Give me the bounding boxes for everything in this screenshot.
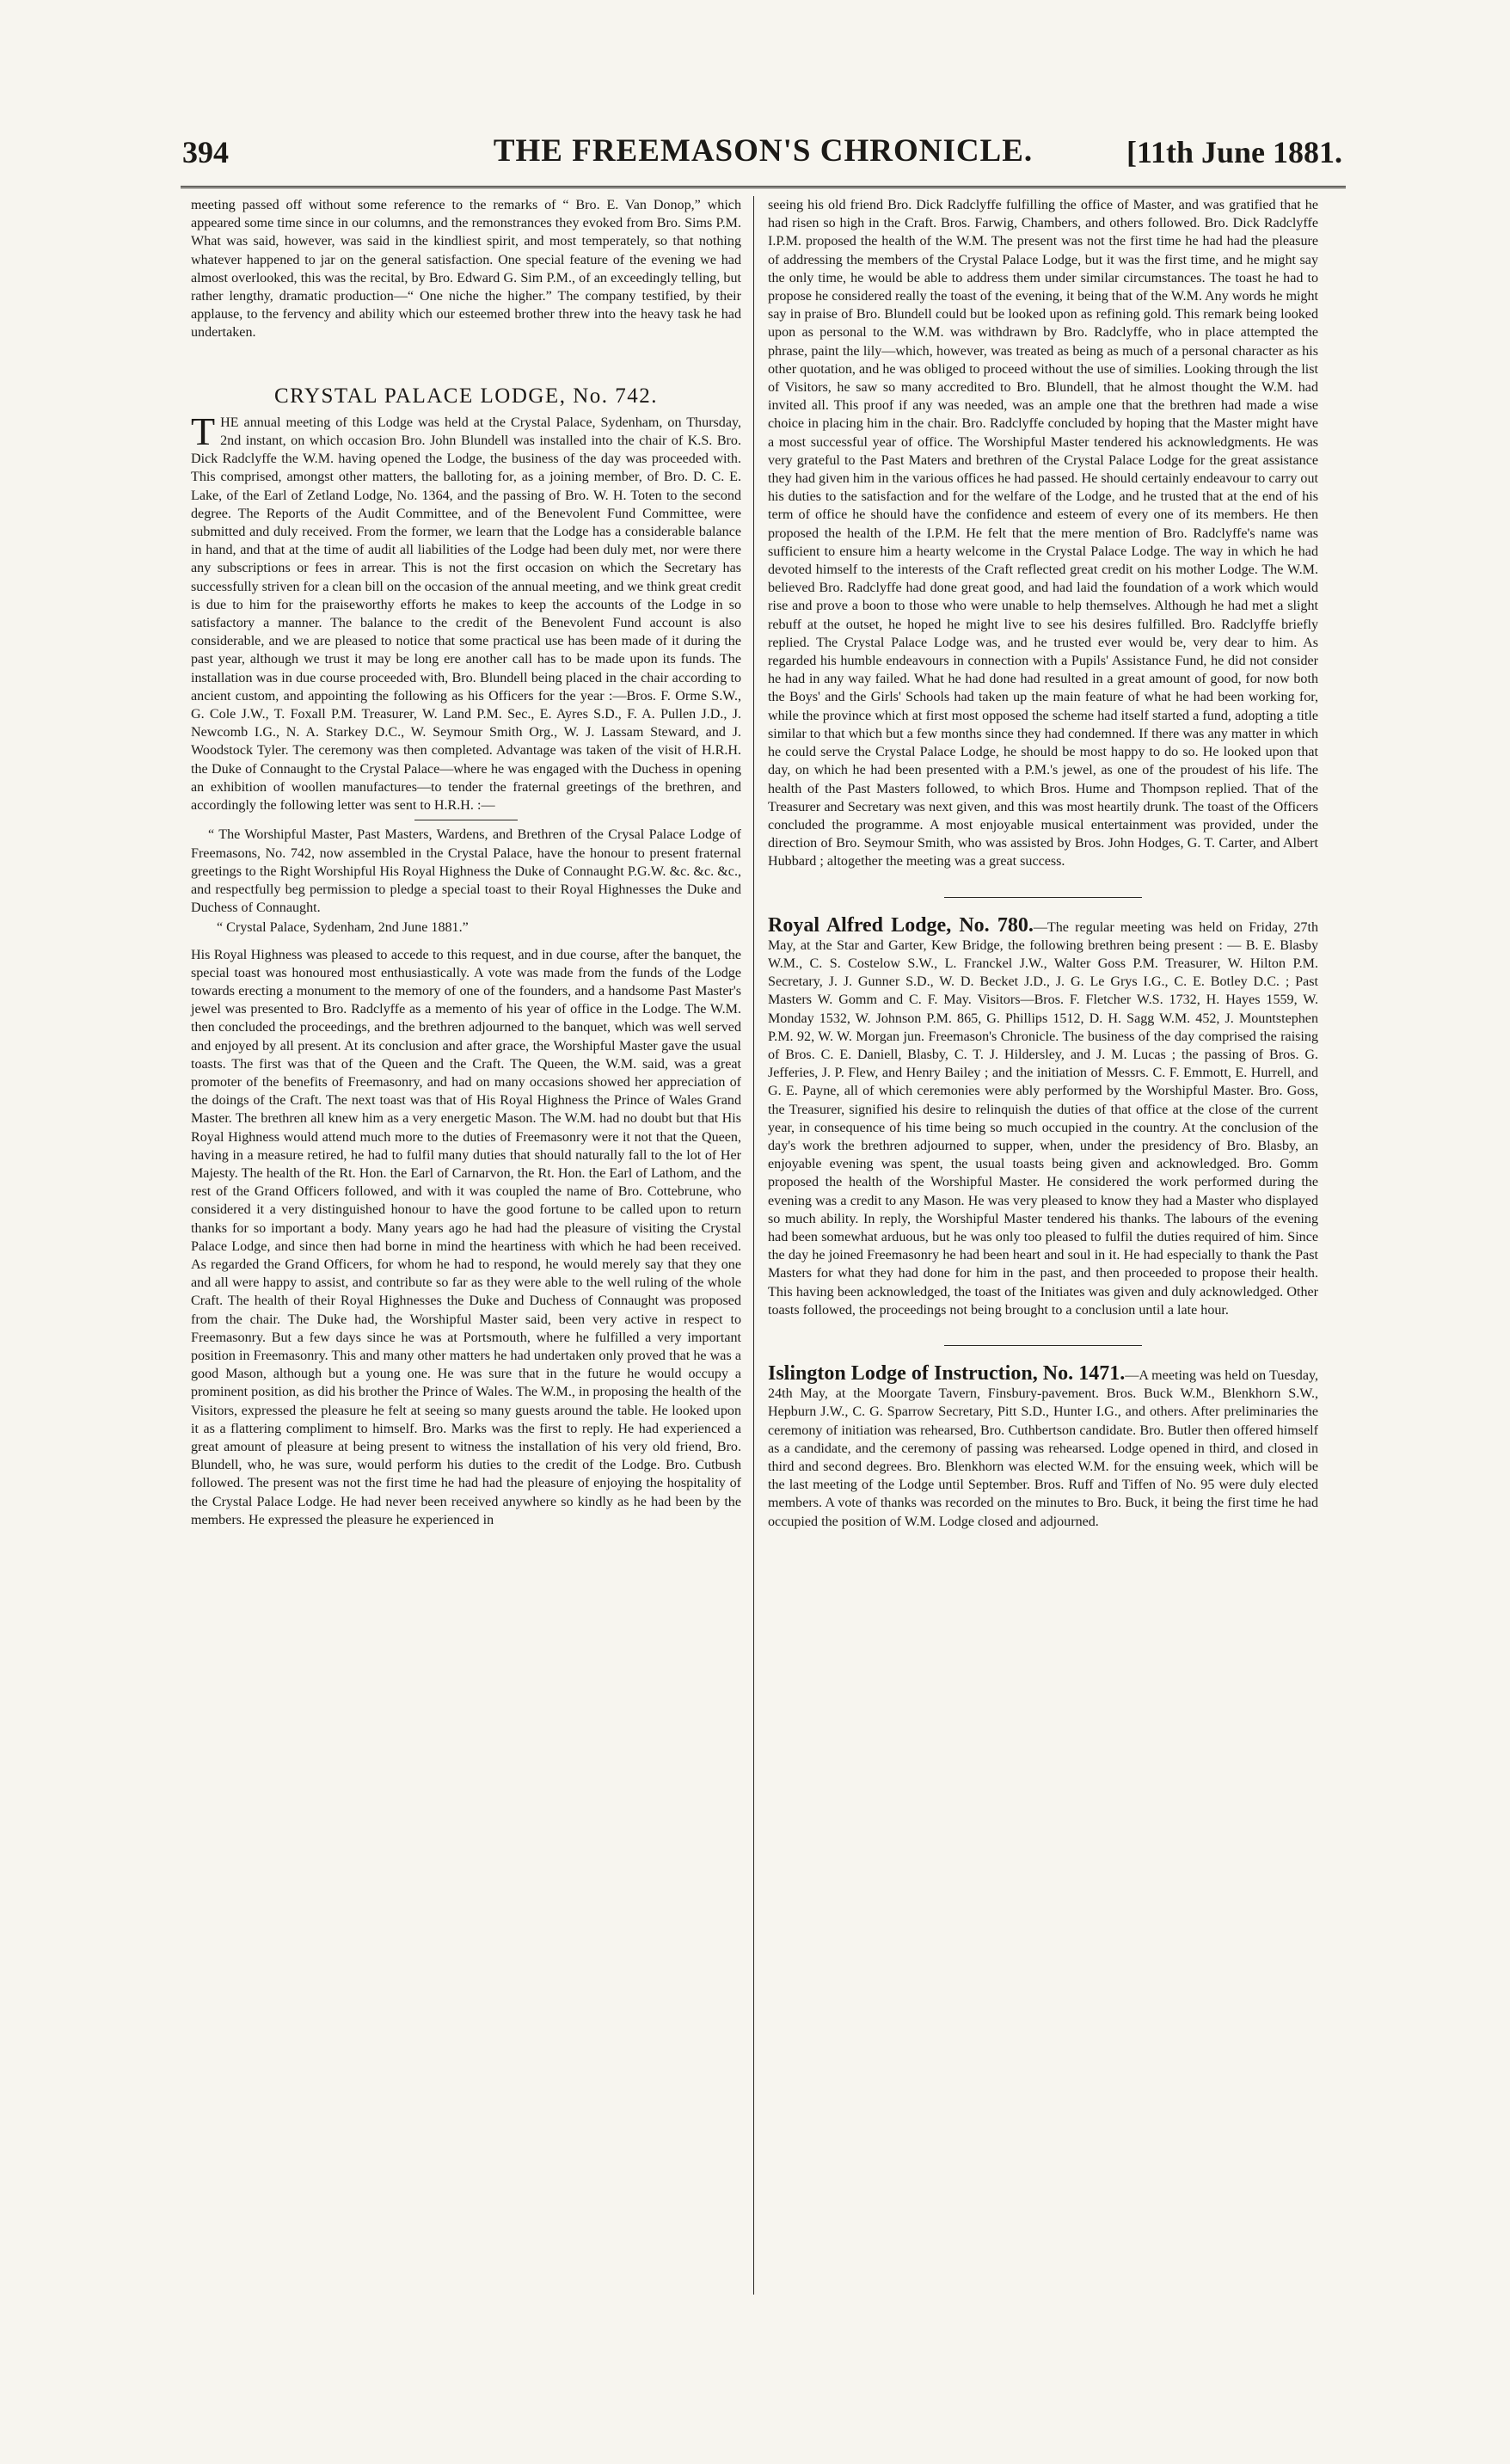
- report-heading: Royal Alfred Lodge, No. 780.: [768, 913, 1034, 937]
- report-body: —A meeting was held on Tuesday, 24th May, at the Moorgate Tavern, Finsbury-pavement. Bros. Buck W.M., Blenkhorn S.W., Hepburn J.W., C. G. Sparrow Secretary, Pitt S.D., Hunter I.G., and others. After preliminaries the ceremony of initiation was rehearsed, Bro. Cuthbertson candidate. Bro. Butler then offered himself as a candidate, and the ceremony of passing was rehearsed. Lodge opened in third, and closed in third and second degrees. Bro. Blenkhorn was elected W.M. for the ensuing week, which will be the last meeting of the Lodge until September. Bros. Ruff and Tiffen of No. 95 were duly elected members. A vote of thanks was recorded on the minutes to Bro. Buck, it being the first time he had occupied the position of W.M. Lodge closed and adjourned.: [768, 1367, 1319, 1529]
- drop-cap: T: [191, 409, 216, 453]
- article-paragraph: seeing his old friend Bro. Dick Radclyffe fulfilling the office of Master, and was gratified that he had risen so high in the Craft. Bros. Farwig, Chambers, and others followed. Bro. Dick Radclyffe I.P.M. proposed the health of the W.M. The present was not the first time he had had the pleasure of addressing the members of the Crystal Palace Lodge, but it was the first time, and he might say the only time, he would be able to address them under similar circumstances. The toast he had to propose he considered really the toast of the evening, it being that of the W.M. Any words he might say in praise of Bro. Blundell could but be looked upon as refining gold. This remark being looked upon as personal to the W.M. was withdrawn by Bro. Radclyffe, who in place attempted the phrase, paint the lily—which, however, was treated as being as much of a personal character as his other quotation, and he was obliged to proceed without the use of similies. Looking through the list of Visitors, he saw so many accredited to Bro. Blundell, that he almost thought the W.M. had invited all. This proof if any was needed, was an ample one that the brethren had made a wise choice in placing him in the chair. Bro. Radclyffe concluded by hoping that the Master might have a most successful year of office. The Worshipful Master tendered his acknowledgments. He was very grateful to the Past Maters and brethren of the Crystal Palace Lodge for the great assistance they had given him in the various offices he had passed. He should certainly endeavour to carry out his duties to the satisfaction and for the welfare of the Lodge, and he trusted that at the end of his term of office he should have the confidence and esteem of every one of its members. He then proposed the health of the I.P.M. He felt that the mere mention of Bro. Radclyffe's name was sufficient to ensure him a hearty welcome in the Crystal Palace Lodge. The way in which he had devoted himself to the interests of the Craft reflected great credit on his mother Lodge. The W.M. believed Bro. Radclyffe had done great good, and had laid the foundation of a work which would rise and prove a boon to those who were unable to help themselves. Although he had met a slight rebuff at the outset, he hoped he might live to see his desires fulfilled. Bro. Radclyffe briefly replied. The Crystal Palace Lodge was, and he trusted ever would be, very dear to him. As regarded his humble endeavours in connection with a Pupils' Assistance Fund, he did not consider he had in any way failed. What he had done had resulted in a great amount of good, for now both the Boys' and the Girls' Schools had taken up the main feature of what he had been working for, while the province which at first most opposed the scheme had itself started a fund, adopting a title similar to that which but a few months since they had condemned. If there was any matter in which he could serve the Crystal Palace Lodge, he should be most happy to do so. He looked upon that day, on which he had been presented with a P.M.'s jewel, as one of the proudest of his life. The health of the Past Masters followed, to which Bros. Hume and Thompson replied. That of the Treasurer and Secretary was next given, and this was most heartily drunk. The toast of the Officers concluded the programme. A most enjoyable musical entertainment was provided, under the direction of Bro. Seymour Smith, who was assisted by Bros. John Hodges, G. T. Carter, and Albert Hubbard ; altogether the meeting was a great success.: [768, 198, 1318, 869]
- column-divider: [753, 196, 754, 2295]
- report-body: —The regular meeting was held on Friday, 27th May, at the Star and Garter, Kew Bridge, the following brethren being present : — B. E. Blasby W.M., C. S. Costelow S.W., L. Franckel J.W., Walter Goss P.M. Treasurer, W. Hilton P.M. Secretary, J. J. Gunner S.D., W. D. Becket J.D., J. G. Le Grys I.G., C. E. Botley D.C. ; Past Masters W. Gomm and C. F. May. Visitors—Bros. F. Fletcher W.S. 1732, H. Hayes 1559, W. Monday 1532, W. Johnson P.M. 865, G. Phillips 1512, D. H. Sagg W.M. 452, J. Mountstephen P.M. 92, W. W. Morgan jun. Freemason's Chronicle. The business of the day comprised the raising of Bros. C. E. Daniell, Blasby, C. T. J. Hildersley, and J. M. Lucas ; the passing of Bros. G. Jefferies, J. P. Flew, and Henry Bailey ; and the initiation of Messrs. C. F. Emmott, E. Hurrell, and G. E. Payne, all of which ceremonies were ably performed by the Worshipful Master. Bro. Goss, the Treasurer, signified his desire to relinquish the duties of that office at the close of the current year, in consequence of his time being so much occupied in the country. At the conclusion of the day's work the brethren adjourned to supper, when, under the presidency of Bro. Blasby, an enjoyable evening was spent, the usual toasts being given and acknowledged. Bro. Gomm proposed the health of the Worshipful Master. He considered the work performed during the evening was a credit to any Mason. He was very pleased to know they had a Master who displayed so much ability. In reply, the Worshipful Master tendered his thanks. The labours of the evening had been somewhat arduous, but he was only too pleased to fulfil the duties required of him. Since the day he joined Freemasonry he had been heart and soul in it. He had especially to thank the Past Masters for what they had done for him in the past, and then proceeded to propose their health. This having been acknowledged, the toast of the Initiates was given and duly acknowledged. Other toasts followed, the proceedings not being brought to a conclusion until a late hour.: [768, 919, 1318, 1318]
- lodge-report-islington: [768, 1361, 1319, 1531]
- page-number: 394: [182, 135, 229, 169]
- right-column: [768, 196, 1318, 1533]
- report-heading: Islington Lodge of Instruction, No. 1471.: [768, 1361, 1126, 1385]
- left-column: [191, 196, 741, 1531]
- section-title: CRYSTAL PALACE LODGE, No. 742.: [273, 384, 659, 408]
- article-paragraph: His Royal Highness was pleased to accede to this request, and in due course, after the banquet, the special toast was honoured most enthusiastically. A vote was made from the funds of the Lodge towards erecting a monument to the memory of one of the founders, and a handsome Past Master's jewel was presented to Bro. Radclyffe as a memento of his year of office in the Lodge. The W.M. then concluded the proceedings, and the brethren adjourned to the banquet, which was well served and enjoyed by all present. At its conclusion and after grace, the Worshipful Master gave the usual toasts. The first was that of the Queen and the Craft. The Queen, the W.M. said, was a great promoter of the benefits of Freemasonry, and had on many occasions showed her appreciation of the doings of the Craft. The next toast was that of His Royal Highness the Prince of Wales Grand Master. The brethren all knew him as a very energetic Mason. The W.M. had no doubt but that His Royal Highness would attend much more to the duties of Freemasonry were it not that the Queen, having in a measure retired, he had to fulfil many duties that should naturally fall to the lot of Her Majesty. The health of the Rt. Hon. the Earl of Carnarvon, the Rt. Hon. the Earl of Lathom, and the rest of the Grand Officers followed, and with it was coupled the name of Bro. Cottebrune, who considered it a very distinguished honour to have the good fortune to be called upon to return thanks for so important a body. Many years ago he had had the pleasure of visiting the Crystal Palace Lodge, and since then had borne in mind the heartiness with which he had been received. As regarded the Grand Officers, for whom he had to respond, he would merely say that they one and all were happy to assist, and contribute so far as they were able to the well ruling of the whole Craft. The health of their Royal Highnesses the Duke and Duchess of Connaught was proposed from the chair. The Duke had, the Worshipful Master said, been very active in respect to Freemasonry. But a few days since he was at Portsmouth, where he fulfilled a very important position in Freemasonry. This and many other matters he had undertaken only proved that he was a good Mason, although but a young one. He was sure that in the future he would occupy a prominent position, as did his brother the Prince of Wales. The W.M., in proposing the health of the Visitors, expressed the pleasure he felt at seeing so many guests around the table. He looked upon it as a flattering compliment to himself. Bro. Marks was the first to reply. He had experienced a great amount of pleasure at being present to witness the installation of his very old friend, Bro. Blundell, who, he was sure, would perform his duties to the credit of the Lodge. Bro. Cutbush followed. The present was not the first time he had had the pleasure of enjoying the hospitality of the Crystal Palace Lodge. He had never been received anywhere so kindly as he had been by the members. He expressed the pleasure he experienced in: [191, 947, 741, 1527]
- article-paragraph: [191, 409, 741, 814]
- letter-signoff: “ Crystal Palace, Sydenham, 2nd June 1881.”: [217, 920, 469, 936]
- header-rule: [181, 186, 1346, 188]
- issue-date: [11th June 1881.: [1126, 135, 1342, 169]
- quoted-letter: [191, 826, 741, 937]
- article-paragraph-text: HE annual meeting of this Lodge was held at the Crystal Palace, Sydenham, on Thursday, 2nd instant, on which occasion Bro. John Blundell was installed into the chair of K.S. Bro. Dick Radclyffe the W.M. having opened the Lodge, the business of the day was proceeded with. This comprised, amongst other matters, the balloting for, as a joining member, of Bro. D. C. E. Lake, of the Earl of Zetland Lodge, No. 1364, and the passing of Bro. W. H. Toten to the second degree. The Reports of the Audit Committee, and of the Benevolent Fund Committee, were submitted and duly received. From the former, we learn that the Lodge has a considerable balance in hand, and that at the time of audit all liabilities of the Lodge had been duly met, nor were there any subscriptions or fees in arrear. This is not the first occasion on which the Secretary has successfully striven for a clean bill on the occasion of the annual meeting, and we think great credit is due to him for the praiseworthy efforts he makes to keep the accounts of the Lodge in so satisfactory a manner. The balance to the credit of the Benevolent Fund account is also considerable, and we are pleased to notice that some practical use has been made of it during the past year, although we trust it may be long ere another call has to be made upon its funds. The installation was in due course proceeded with, Bro. Blundell being placed in the chair according to ancient custom, and appointing the following as his Officers for the year :—Bros. F. Orme S.W., G. Cole J.W., T. Foxall P.M. Treasurer, W. Land P.M. Sec., E. Ayres S.D., F. A. Pullen J.D., J. Newcomb I.G., N. A. Starkey D.C., W. Seymour Smith Org., W. J. Lassam Steward, and J. Woodstock Tyler. The ceremony was then completed. Advantage was taken of the visit of H.R.H. the Duke of Connaught to the Crystal Palace—where he was engaged with the Duchess in opening an exhibition of woollen manufactures—to tender the fraternal greetings of the brethren, and accordingly the following letter was sent to H.R.H. :—: [191, 415, 741, 814]
- letter-body: “ The Worshipful Master, Past Masters, Wardens, and Brethren of the Crysal Palace Lodge of Freemasons, No. 742, now assembled in the Crystal Palace, have the honour to present fraternal greetings to the Right Worshipful His Royal Highness the Duke of Connaught P.G.W. &c. &c. &c., and respectfully beg permission to pledge a special toast to their Royal Highnesses the Duke and Duchess of Connaught.: [191, 827, 741, 916]
- separator-rule: [944, 897, 1142, 898]
- masthead: [181, 129, 1346, 179]
- lodge-report-royal-alfred: [768, 913, 1318, 1319]
- intro-paragraph: meeting passed off without some reference to the remarks of “ Bro. E. Van Donop,” which appeared some time since in our columns, and the remonstrances they evoked from Bro. Sims P.M. What was said, however, was said in the kindliest spirit, and most temperately, so that nothing whatever happened to jar on the general satisfaction. One special feature of the evening we had almost overlooked, this was the recital, by Bro. Edward G. Sim P.M., of an exceedingly telling, but rather lengthy, dramatic production—“ One niche the higher.” The company testified, by their applause, to the fervency and ability which our esteemed brother threw into the heavy task he had undertaken.: [191, 198, 741, 341]
- publication-title: THE FREEMASON'S CHRONICLE.: [493, 133, 1034, 169]
- separator-rule: [944, 1345, 1142, 1346]
